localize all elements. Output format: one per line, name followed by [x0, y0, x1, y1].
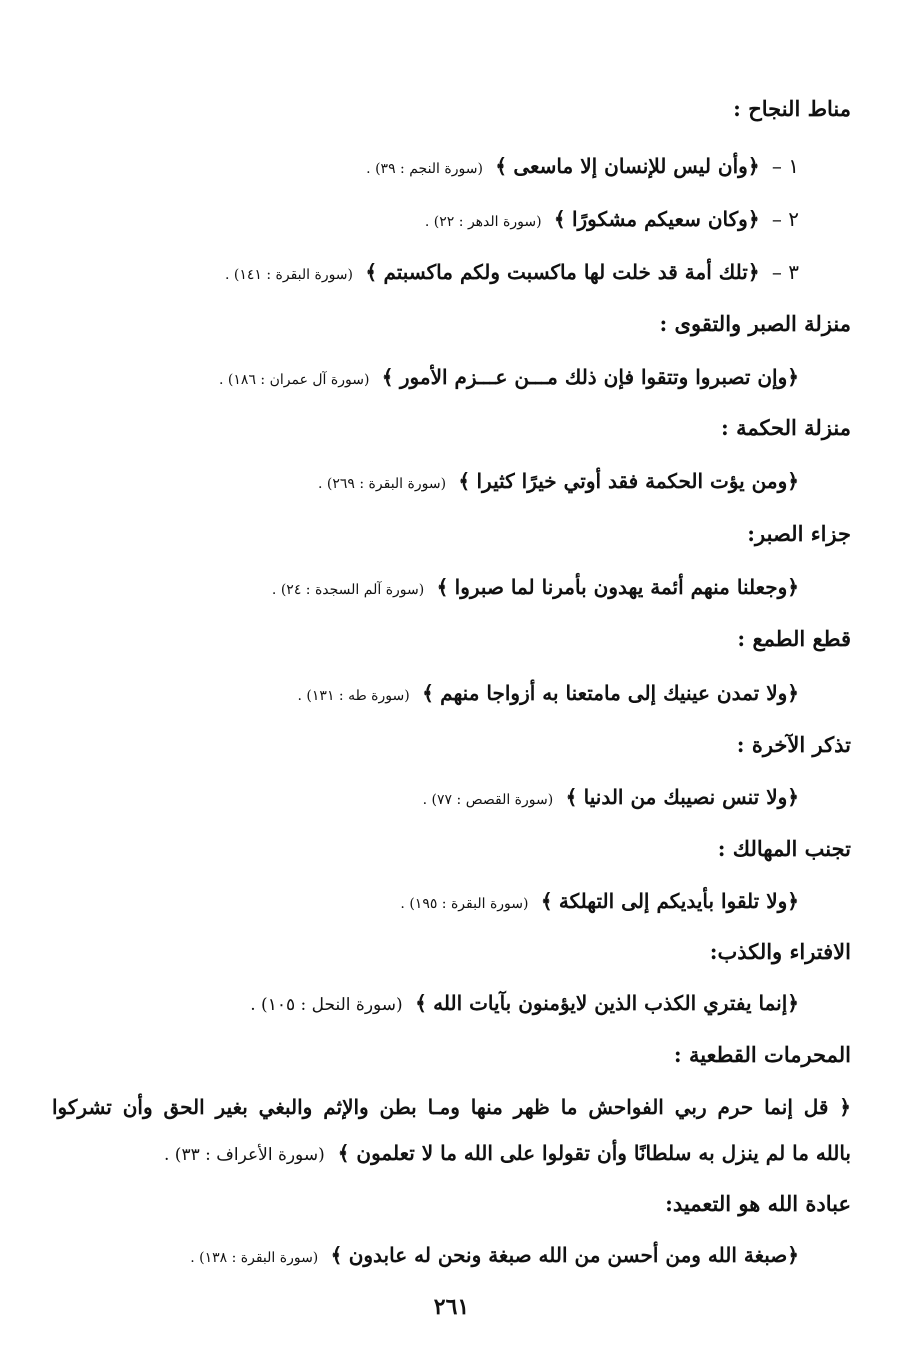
- verse-open-bracket: ﴿: [787, 1243, 799, 1267]
- verse-open-bracket: ﴿: [747, 154, 760, 178]
- section-heading-reward-patience: جزاء الصبر:: [747, 521, 851, 546]
- surah-reference: (سورة البقرة : ١٩٥) .: [400, 896, 529, 912]
- surah-reference: (سورة الأعراف : ٣٣) .: [164, 1145, 325, 1165]
- verse-open-bracket: ﴿: [787, 889, 799, 913]
- section-heading-worship-baptism: عبادة الله هو التعميد:: [665, 1191, 851, 1216]
- paragraph-line-2: [164, 1138, 851, 1170]
- verse-text: وأن ليس للإنسان إلا ماسعى: [513, 154, 748, 178]
- surah-reference: (سورة النجم : ٣٩) .: [366, 161, 483, 177]
- item-number: ٢ –: [771, 207, 799, 231]
- verse-close-bracket: ﴾: [330, 1243, 343, 1267]
- section-heading-patience-piety: منزلة الصبر والتقوى :: [659, 311, 851, 336]
- verse-line: [318, 466, 799, 499]
- verse-line-2: [425, 204, 799, 237]
- section-heading-definite-prohibitions: المحرمات القطعية :: [673, 1042, 851, 1067]
- surah-reference: (سورة النحل : ١٠٥) .: [250, 995, 403, 1015]
- surah-reference: (سورة البقرة : ١٤١) .: [224, 267, 353, 283]
- verse-close-bracket: ﴾: [540, 889, 553, 913]
- verse-close-bracket: ﴾: [415, 991, 427, 1015]
- section-heading-fabrication-lying: الافتراء والكذب:: [709, 939, 851, 964]
- surah-reference: (سورة البقرة : ٢٦٩) .: [318, 476, 447, 492]
- verse-text: وإن تصبروا وتتقوا فإن ذلك مـــن عـــزم الأمور: [399, 365, 788, 389]
- verse-close-bracket: ﴾: [495, 154, 507, 178]
- section-heading-remember-hereafter: تذكر الآخرة :: [736, 732, 851, 757]
- verse-open-bracket: ﴿: [787, 575, 799, 599]
- verse-text: ولا تنس نصيبك من الدنيا: [583, 785, 788, 809]
- section-heading-wisdom: منزلة الحكمة :: [721, 415, 851, 440]
- verse-open-bracket: ﴿: [787, 681, 799, 705]
- item-number: ١ –: [771, 154, 799, 178]
- verse-line: [400, 886, 799, 919]
- surah-reference: (سورة طه : ١٣١) .: [297, 688, 410, 704]
- item-number: ٣ –: [771, 260, 799, 284]
- verse-open-bracket: ﴿: [787, 991, 799, 1015]
- verse-line: [423, 782, 799, 815]
- surah-reference: (سورة الدهر : ٢٢) .: [424, 214, 542, 230]
- paragraph-line-1: ﴿ قل إنما حرم ربي الفواحش ما ظهر منها ومـا بطن والإثم والبغي بغير الحق وأن تشركوا: [52, 1095, 851, 1119]
- verse-line: [250, 988, 799, 1020]
- verse-text: ومن يؤت الحكمة فقد أوتي خيرًا كثيرا: [476, 469, 788, 493]
- verse-text: إنما يفتري الكذب الذين لايؤمنون بآيات الله: [433, 991, 788, 1015]
- verse-text: تلك أمة قد خلت لها ماكسبت ولكم ماكسبتم: [383, 260, 748, 284]
- verse-text: وكان سعيكم مشكورًا: [571, 207, 748, 231]
- verse-close-bracket: ﴾: [436, 575, 449, 599]
- page-number: ٢٦١: [433, 1294, 470, 1320]
- verse-close-bracket: ﴾: [553, 207, 566, 231]
- verse-open-bracket: ﴿: [787, 469, 799, 493]
- section-heading-success-basis: مناط النجاح :: [733, 96, 851, 121]
- verse-open-bracket: ﴿: [747, 260, 760, 284]
- verse-text: صبغة الله ومن أحسن من الله صبغة ونحن له عابدون: [348, 1243, 788, 1267]
- verse-open-bracket: ﴿: [787, 365, 799, 389]
- surah-reference: (سورة آل عمران : ١٨٦) .: [219, 372, 370, 388]
- section-heading-cut-greed: قطع الطمع :: [737, 626, 851, 651]
- verse-open-bracket: ﴿: [747, 207, 760, 231]
- verse-line: [298, 678, 799, 711]
- verse-text: وجعلنا منهم أئمة يهدون بأمرنا لما صبروا: [454, 575, 788, 599]
- section-heading-avoid-destruction: تجنب المهالك :: [717, 836, 851, 861]
- verse-close-bracket: ﴾: [381, 365, 394, 389]
- verse-line: [219, 362, 799, 395]
- verse-close-bracket: ﴾: [365, 260, 378, 284]
- surah-reference: (سورة القصص : ٧٧) .: [422, 792, 554, 808]
- verse-line: [190, 1240, 799, 1273]
- verse-open-bracket: ﴿: [787, 785, 799, 809]
- verse-line-3: [225, 257, 799, 290]
- verse-close-bracket: ﴾: [565, 785, 578, 809]
- verse-line: [272, 572, 799, 605]
- surah-reference: (سورة البقرة : ١٣٨) .: [190, 1250, 319, 1266]
- verse-close-bracket: ﴾: [422, 681, 434, 705]
- verse-text: ولا تمدن عينيك إلى مامتعنا به أزواجا منهم: [440, 681, 788, 705]
- paragraph-text: بالله ما لم ينزل به سلطانًا وأن تقولوا على الله ما لا تعلمون ﴾: [337, 1141, 851, 1165]
- verse-line-1: [366, 151, 799, 184]
- verse-close-bracket: ﴾: [458, 469, 471, 493]
- verse-text: ولا تلقوا بأيديكم إلى التهلكة: [558, 889, 788, 913]
- surah-reference: (سورة آلم السجدة : ٢٤) .: [271, 582, 425, 598]
